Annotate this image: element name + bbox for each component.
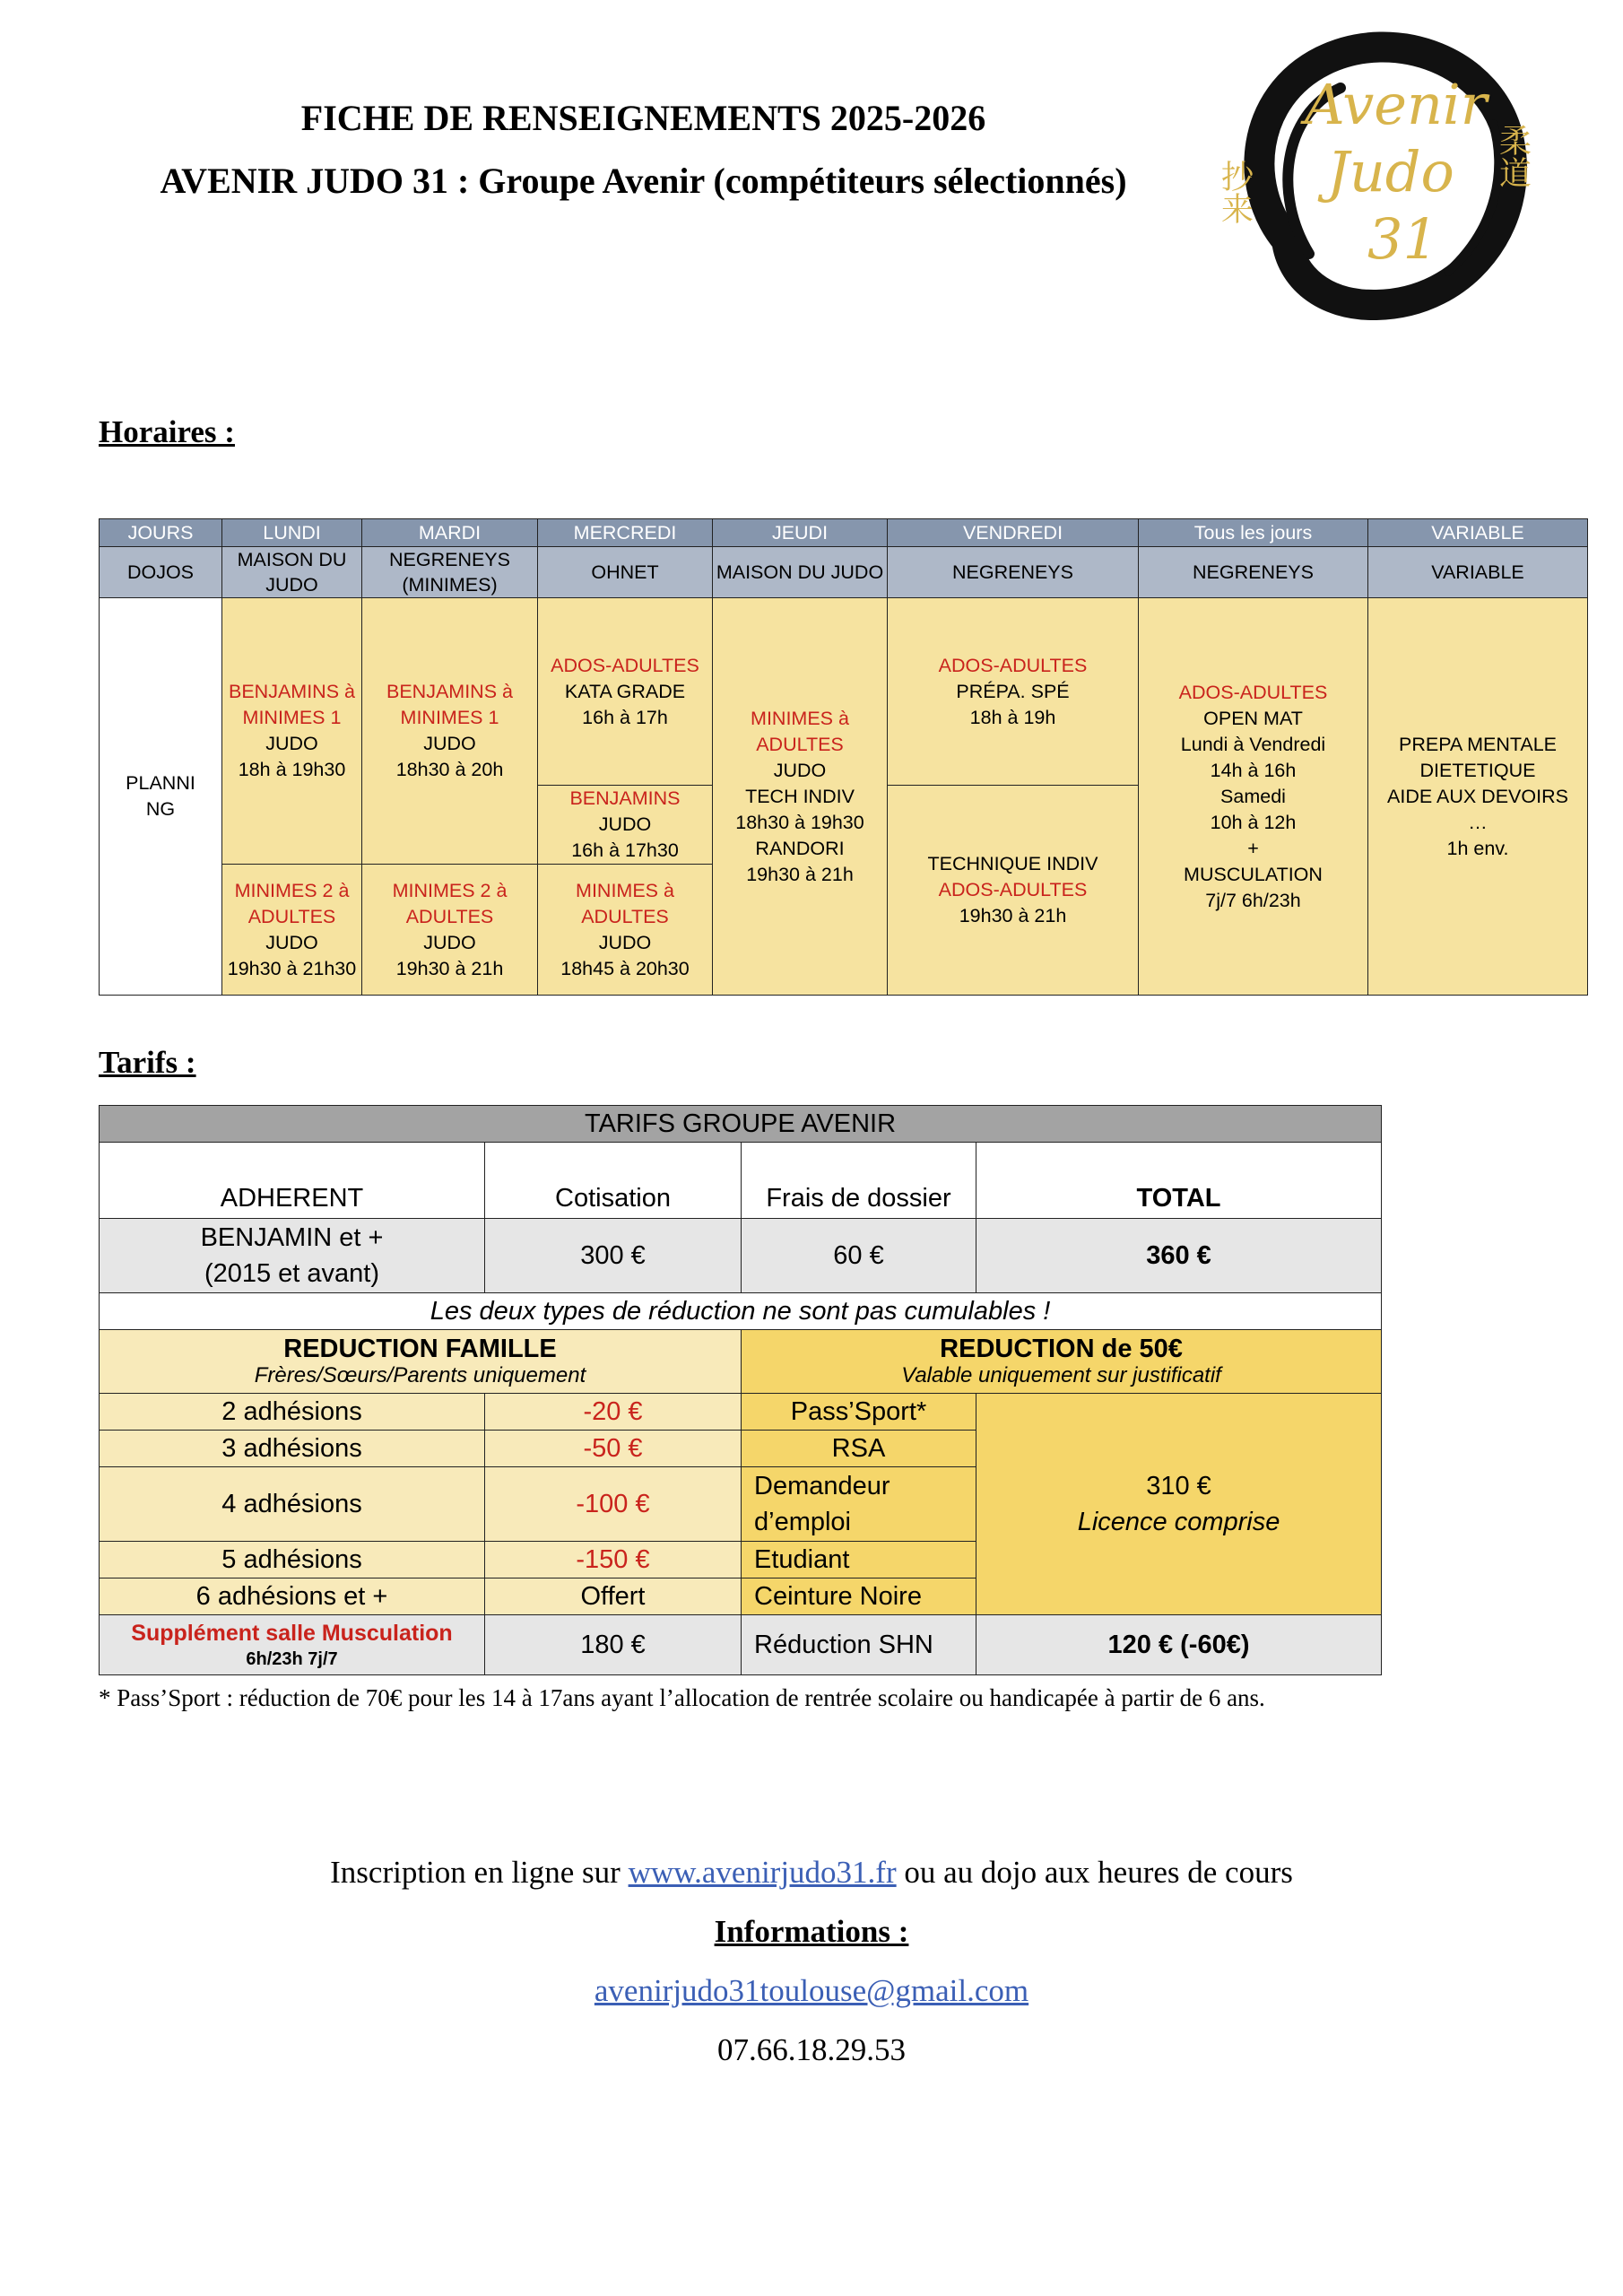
benjamin-cotisation: 300 €	[485, 1219, 742, 1293]
famille-value: -100 €	[485, 1467, 742, 1542]
slot-line: 10h à 12h	[1210, 811, 1297, 833]
dojo-mercredi: OHNET	[538, 547, 713, 598]
inscription-line	[0, 1855, 1623, 1891]
mercredi-slot-3	[538, 865, 713, 996]
schedule-dojo-row	[100, 547, 1588, 598]
col-mercredi: MERCREDI	[538, 519, 713, 547]
slot-line: 19h30 à 21h	[746, 863, 854, 885]
reduc50-label: RSA	[742, 1431, 976, 1467]
slot-activity: JUDO	[598, 813, 652, 835]
page-subtitle: AVENIR JUDO 31 : Groupe Avenir (compétiteurs sélectionnés)	[160, 161, 1127, 201]
slot-group: MINIMES 2 à ADULTES	[234, 879, 350, 927]
benjamin-frais: 60 €	[742, 1219, 976, 1293]
slot-time: 18h30 à 20h	[395, 759, 504, 780]
header-total: TOTAL	[976, 1143, 1382, 1219]
vendredi-slot-2	[888, 786, 1139, 996]
famille-label: 6 adhésions et +	[100, 1578, 485, 1615]
tous-les-jours-slot	[1139, 598, 1368, 996]
slot-activity: JUDO	[265, 733, 318, 754]
slot-group: MINIMES à ADULTES	[751, 707, 849, 755]
club-logo	[1216, 16, 1538, 330]
slot-time: 16h à 17h30	[571, 839, 679, 861]
planning-label: PLANNING	[100, 598, 222, 996]
slot-activity: TECHNIQUE INDIV	[927, 853, 1098, 874]
reduc50-label: Pass’Sport*	[742, 1394, 976, 1431]
slot-activity: JUDO	[265, 931, 318, 953]
famille-label: 3 adhésions	[100, 1431, 485, 1467]
reduc50-label: Etudiant	[742, 1542, 976, 1578]
inscription-suffix: ou au dojo aux heures de cours	[904, 1855, 1293, 1890]
slot-time: 19h30 à 21h30	[227, 957, 357, 979]
col-jeudi: JEUDI	[713, 519, 888, 547]
mardi-slot-1	[362, 598, 538, 865]
dojo-tous-les-jours: NEGRENEYS	[1139, 547, 1368, 598]
col-vendredi: VENDREDI	[888, 519, 1139, 547]
slot-group: BENJAMINS	[569, 787, 681, 809]
slot-activity: PRÉPA. SPÉ	[956, 680, 1070, 702]
supplement-row	[100, 1615, 1382, 1675]
slot-group: MINIMES 2 à ADULTES	[392, 879, 508, 927]
reduction-famille-sub: Frères/Sœurs/Parents uniquement	[254, 1363, 586, 1387]
inscription-prefix: Inscription en ligne sur	[330, 1855, 621, 1890]
famille-value: -50 €	[485, 1431, 742, 1467]
benjamin-total: 360 €	[976, 1219, 1382, 1293]
slot-line: MUSCULATION	[1184, 863, 1323, 885]
col-jours: JOURS	[100, 519, 222, 547]
slot-group: ADOS-ADULTES	[551, 654, 699, 676]
lundi-slot-1	[222, 598, 362, 865]
variable-slot	[1368, 598, 1588, 996]
col-lundi: LUNDI	[222, 519, 362, 547]
slot-line: +	[1247, 837, 1259, 859]
dojo-mardi: NEGRENEYS (MINIMES)	[362, 547, 538, 598]
slot-line: …	[1468, 811, 1488, 833]
famille-value: -150 €	[485, 1542, 742, 1578]
supplement-sub: 6h/23h 7j/7	[246, 1649, 338, 1669]
reduction-note: Les deux types de réduction ne sont pas cumulables !	[100, 1293, 1382, 1330]
schedule-header-row	[100, 519, 1588, 547]
reduction-header-row	[100, 1330, 1382, 1394]
famille-label: 5 adhésions	[100, 1542, 485, 1578]
col-tous-les-jours: Tous les jours	[1139, 519, 1368, 547]
supplement-label	[100, 1615, 485, 1675]
col-variable: VARIABLE	[1368, 519, 1588, 547]
slot-line: AIDE AUX DEVOIRS	[1387, 785, 1568, 807]
slot-line: 7j/7 6h/23h	[1205, 889, 1301, 911]
tarifs-table	[99, 1105, 1382, 1675]
slot-line: Samedi	[1220, 785, 1286, 807]
slot-line: OPEN MAT	[1203, 707, 1303, 729]
benjamin-label	[100, 1219, 485, 1293]
tarifs-header-row	[100, 1143, 1382, 1219]
slot-activity: JUDO	[423, 733, 476, 754]
reduction-50-sub: Valable uniquement sur justificatif	[901, 1363, 1221, 1387]
slot-line: JUDO	[773, 759, 827, 781]
logo-number: 31	[1367, 206, 1438, 272]
page-title: FICHE DE RENSEIGNEMENTS 2025-2026	[300, 98, 986, 138]
tarifs-title: TARIFS GROUPE AVENIR	[100, 1106, 1382, 1143]
header-frais: Frais de dossier	[742, 1143, 976, 1219]
famille-value: Offert	[485, 1578, 742, 1615]
logo-word-judo: Judo	[1327, 139, 1454, 204]
logo-kanji-right: 柔道	[1494, 124, 1532, 188]
slot-group: BENJAMINS à MINIMES 1	[386, 681, 513, 728]
slot-time: 19h30 à 21h	[395, 957, 504, 979]
slot-time: 18h à 19h30	[238, 759, 346, 780]
slot-group: MINIMES à ADULTES	[576, 879, 674, 927]
shn-price: 120 € (-60€)	[976, 1615, 1382, 1675]
mercredi-slot-2	[538, 786, 713, 865]
shn-label: Réduction SHN	[742, 1615, 976, 1675]
info-heading: Informations :	[714, 1914, 909, 1949]
dojo-label: DOJOS	[100, 547, 222, 598]
benjamin-label-line1: BENJAMIN et +	[200, 1223, 384, 1252]
header-cotisation: Cotisation	[485, 1143, 742, 1219]
tarif-row-benjamin	[100, 1219, 1382, 1293]
slot-group: BENJAMINS à MINIMES 1	[229, 681, 355, 728]
mercredi-slot-1	[538, 598, 713, 786]
reduction-50-header	[742, 1330, 1382, 1394]
reduc50-price-cell	[976, 1394, 1382, 1615]
col-mardi: MARDI	[362, 519, 538, 547]
jeudi-slot	[713, 598, 888, 996]
famille-label: 2 adhésions	[100, 1394, 485, 1431]
dojo-vendredi: NEGRENEYS	[888, 547, 1139, 598]
slot-activity: JUDO	[598, 931, 652, 953]
slot-group: ADOS-ADULTES	[938, 654, 1088, 676]
email-link[interactable]: avenirjudo31toulouse@gmail.com	[594, 1973, 1029, 2008]
reduction-50-title: REDUCTION de 50€	[940, 1335, 1183, 1363]
reduction-row	[100, 1394, 1382, 1431]
schedule-planning-row	[100, 598, 1588, 786]
section-heading-horaires: Horaires :	[99, 414, 235, 449]
reduction-famille-title: REDUCTION FAMILLE	[283, 1335, 557, 1363]
famille-label: 4 adhésions	[100, 1467, 485, 1542]
slot-line: 18h30 à 19h30	[735, 811, 864, 833]
logo-kanji-left: 抄来	[1216, 160, 1254, 224]
slot-line: RANDORI	[755, 837, 845, 859]
reduction-famille-header	[100, 1330, 742, 1394]
footnote: * Pass’Sport : réduction de 70€ pour les 14 à 17ans ayant l’allocation de rentrée scolaire ou handicapée à partir de 6 ans.	[99, 1684, 1265, 1711]
section-heading-tarifs: Tarifs :	[99, 1045, 196, 1080]
dojo-jeudi: MAISON DU JUDO	[713, 547, 888, 598]
slot-time: 18h45 à 20h30	[560, 957, 690, 979]
dojo-lundi: MAISON DU JUDO	[222, 547, 362, 598]
slot-line: 14h à 16h	[1210, 759, 1297, 781]
slot-group: ADOS-ADULTES	[938, 879, 1088, 900]
tarifs-title-row	[100, 1106, 1382, 1143]
schedule-table	[99, 518, 1588, 996]
slot-line: TECH INDIV	[745, 785, 855, 807]
reduc50-price-note: Licence comprise	[1077, 1508, 1280, 1536]
lundi-slot-2	[222, 865, 362, 996]
vendredi-slot-1	[888, 598, 1139, 786]
slot-time: 18h à 19h	[969, 706, 1056, 728]
famille-value: -20 €	[485, 1394, 742, 1431]
tarif-note-row	[100, 1293, 1382, 1330]
reduc50-label: Demandeur d’emploi	[742, 1467, 976, 1542]
slot-line: 1h env.	[1446, 837, 1509, 859]
slot-line: PREPA MENTALE	[1398, 733, 1558, 755]
slot-line: Lundi à Vendredi	[1180, 733, 1326, 755]
supplement-title: Supplément salle Musculation	[131, 1621, 453, 1646]
phone-number: 07.66.18.29.53	[717, 2032, 906, 2067]
dojo-variable: VARIABLE	[1368, 547, 1588, 598]
slot-activity: JUDO	[423, 931, 476, 953]
reduc50-label: Ceinture Noire	[742, 1578, 976, 1615]
slot-time: 19h30 à 21h	[959, 905, 1067, 926]
slot-group: ADOS-ADULTES	[1178, 681, 1328, 703]
slot-line: DIETETIQUE	[1419, 759, 1536, 781]
header-adherent: ADHERENT	[100, 1143, 485, 1219]
benjamin-label-line2: (2015 et avant)	[204, 1259, 380, 1288]
reduc50-price: 310 €	[1146, 1472, 1211, 1500]
website-link[interactable]: www.avenirjudo31.fr	[628, 1855, 897, 1890]
mardi-slot-2	[362, 865, 538, 996]
slot-activity: KATA GRADE	[564, 680, 686, 702]
slot-time: 16h à 17h	[582, 706, 668, 728]
logo-word-avenir: Avenir	[1305, 72, 1488, 137]
supplement-price: 180 €	[485, 1615, 742, 1675]
